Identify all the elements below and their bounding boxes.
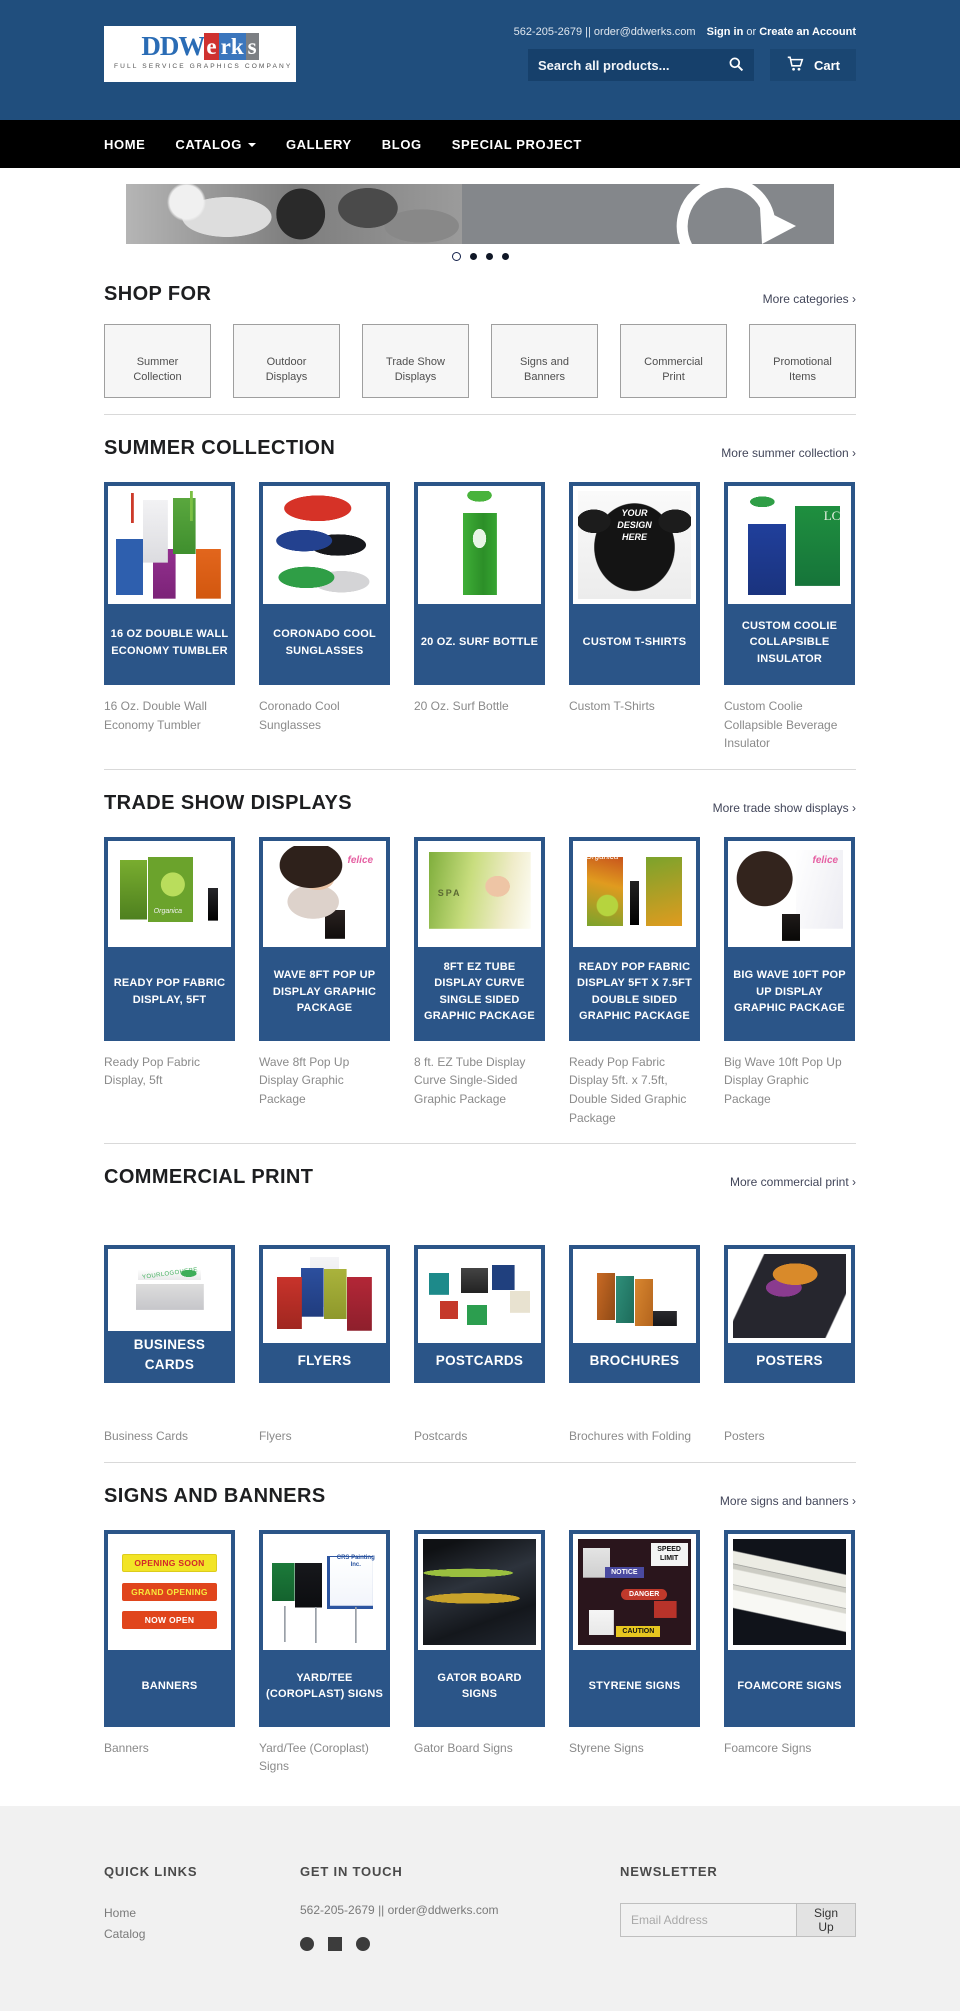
product-band-label: BUSINESS CARDS: [133, 1336, 206, 1372]
product-image: [578, 846, 691, 942]
banner-grand-opening-text: GRAND OPENING: [122, 1583, 217, 1601]
product-image: [423, 1254, 536, 1338]
product-card-yard-signs[interactable]: [259, 1530, 390, 1727]
main-nav: [0, 120, 960, 168]
carousel-dots: [0, 252, 960, 261]
product-title-link[interactable]: Big Wave 10ft Pop Up Display Graphic Package: [724, 1054, 842, 1106]
product-band-label: BROCHURES: [589, 1353, 680, 1369]
or-text: or: [746, 26, 757, 38]
product-band-label: POSTERS: [756, 1353, 823, 1369]
product-band-label: BANNERS: [141, 1680, 198, 1692]
hero-slide-graphic: [462, 184, 834, 244]
product-image: [423, 491, 536, 599]
more-categories-link[interactable]: More categories ›: [762, 292, 856, 306]
product-card-gator-board[interactable]: [414, 1530, 545, 1727]
product-card-postcards[interactable]: [414, 1245, 545, 1383]
divider: [104, 1143, 856, 1144]
product-band-label: CORONADO COOL SUNGLASSES: [273, 628, 376, 657]
product-title-link[interactable]: Banners: [104, 1740, 149, 1755]
your-logo-text: YOURLOGOHERE: [141, 1267, 198, 1282]
product-image: [578, 1254, 691, 1338]
product-card-ready-pop-5x7[interactable]: [569, 837, 700, 1041]
product-title-link[interactable]: Custom Coolie Collapsible Beverage Insulator: [724, 699, 838, 751]
newsletter-signup-button[interactable]: Sign Up: [797, 1903, 856, 1937]
hero-slide-photo: [126, 184, 462, 244]
shop-for-title: SHOP FOR: [104, 283, 212, 305]
product-title-link[interactable]: Styrene Signs: [569, 1740, 644, 1755]
shop-for-section: [104, 283, 856, 415]
google-plus-icon[interactable]: [356, 1937, 370, 1951]
carousel-dot[interactable]: [452, 252, 461, 261]
product-card-tumbler[interactable]: [104, 482, 235, 685]
cart-label: Cart: [813, 57, 840, 73]
product-card-sunglasses[interactable]: [259, 482, 390, 685]
coolie-monogram-text: LC: [823, 508, 841, 524]
twitter-icon[interactable]: [300, 1937, 314, 1951]
logo-text-red-block: e: [206, 34, 217, 59]
product-band-label: WAVE 8FT POP UP DISPLAY GRAPHIC PACKAGE: [272, 969, 377, 1015]
section-title: SIGNS AND BANNERS: [104, 1484, 326, 1507]
product-image: [733, 1254, 846, 1338]
category-commercial-print[interactable]: Commercial Print: [620, 324, 727, 398]
spa-brand-text: SPA: [437, 888, 462, 899]
product-title-link[interactable]: Custom T-Shirts: [569, 699, 655, 713]
category-outdoor-displays[interactable]: Outdoor Displays: [233, 324, 340, 398]
product-image: [113, 1539, 226, 1645]
product-title-link[interactable]: Gator Board Signs: [414, 1740, 513, 1755]
site-footer: [0, 1806, 960, 2011]
product-card-flyers[interactable]: [259, 1245, 390, 1383]
trade-show-displays-section: [104, 792, 856, 1144]
product-card-posters[interactable]: [724, 1245, 855, 1383]
product-band-label: READY POP FABRIC DISPLAY, 5FT: [113, 977, 226, 1006]
site-logo[interactable]: [104, 26, 296, 82]
product-band-label: CUSTOM T-SHIRTS: [582, 636, 687, 649]
product-card-surf-bottle[interactable]: [414, 482, 545, 685]
product-band-label: CUSTOM COOLIE COLLAPSIBLE INSULATOR: [741, 619, 838, 665]
product-title-link[interactable]: Ready Pop Fabric Display, 5ft: [104, 1054, 201, 1088]
product-card-ready-pop-5ft[interactable]: [104, 837, 235, 1041]
product-card-brochures[interactable]: [569, 1245, 700, 1383]
search-bar: [528, 49, 754, 81]
product-image: [578, 1539, 691, 1645]
product-title-link[interactable]: Flyers: [259, 1429, 292, 1444]
section-title: COMMERCIAL PRINT: [104, 1166, 314, 1189]
nav-item-home[interactable]: HOME: [104, 136, 146, 152]
notice-sign-text: NOTICE: [605, 1567, 643, 1578]
logo-text-blue-block: rk: [220, 34, 244, 59]
product-card-business-cards[interactable]: [104, 1245, 235, 1383]
product-title-link[interactable]: Yard/Tee (Coroplast) Signs: [259, 1740, 369, 1774]
category-trade-show-displays[interactable]: Trade Show Displays: [362, 324, 469, 398]
product-band-label: STYRENE SIGNS: [588, 1680, 681, 1692]
nav-item-blog[interactable]: BLOG: [381, 136, 422, 152]
more-summer-collection-link[interactable]: More summer collection ›: [721, 446, 856, 460]
more-trade-show-displays-link[interactable]: More trade show displays ›: [712, 800, 856, 815]
header-contact: 562-205-2679 || order@ddwerks.com: [513, 26, 696, 38]
search-button[interactable]: [728, 56, 744, 75]
felice-brand-text: felice: [347, 855, 374, 867]
banner-opening-soon-text: OPENING SOON: [122, 1554, 217, 1572]
search-input[interactable]: [538, 58, 728, 73]
footer-link-home[interactable]: Home: [104, 1905, 137, 1920]
carousel-dot[interactable]: [502, 253, 509, 260]
product-image: [268, 846, 381, 942]
product-card-big-wave-10ft[interactable]: [724, 837, 855, 1041]
product-title-link[interactable]: 16 Oz. Double Wall Economy Tumbler: [104, 699, 207, 732]
product-band-label: READY POP FABRIC DISPLAY 5FT X 7.5FT DOUBLE SIDED GRAPHIC PACKAGE: [576, 960, 693, 1023]
yard-sign-text: CRS Painting Inc.: [336, 1554, 375, 1569]
banner-now-open-text: NOW OPEN: [122, 1611, 217, 1629]
product-title-link[interactable]: Foamcore Signs: [724, 1740, 812, 1755]
category-signs-and-banners[interactable]: Signs and Banners: [491, 324, 598, 398]
speed-limit-sign-text: SPEED LIMIT: [651, 1543, 688, 1567]
divider: [104, 1462, 856, 1463]
sign-in-link[interactable]: Sign in: [706, 26, 744, 38]
product-image: [733, 1539, 846, 1645]
divider: [104, 769, 856, 770]
tshirt-design-text: YOUR DESIGN HERE: [617, 508, 652, 542]
section-title: TRADE SHOW DISPLAYS: [104, 791, 353, 814]
product-image: [113, 1254, 226, 1326]
product-title-link[interactable]: Business Cards: [104, 1429, 189, 1444]
product-band-label: 8FT EZ TUBE DISPLAY CURVE SINGLE SIDED GRAPHIC PACKAGE: [424, 960, 535, 1023]
danger-sign-text: DANGER: [621, 1589, 667, 1600]
footer-contact: 562-205-2679 || order@ddwerks.com: [300, 1902, 499, 1917]
organica-brand-text: Organica: [585, 851, 619, 861]
nav-item-catalog[interactable]: CATALOG: [175, 137, 256, 152]
search-icon: [728, 56, 744, 75]
product-card-banners[interactable]: [104, 1530, 235, 1727]
organica-brand-text: Organica: [153, 907, 183, 915]
site-header: [0, 0, 960, 120]
product-image: [113, 491, 226, 599]
product-image: [733, 846, 846, 942]
get-in-touch-heading: GET IN TOUCH: [300, 1863, 403, 1879]
footer-link-catalog[interactable]: Catalog: [104, 1926, 146, 1941]
signs-and-banners-section: [104, 1485, 856, 1776]
product-image: [578, 491, 691, 599]
product-title-link[interactable]: Posters: [724, 1429, 765, 1444]
category-promotional-items[interactable]: Promotional Items: [749, 324, 856, 398]
product-title-link[interactable]: Wave 8ft Pop Up Display Graphic Package: [259, 1054, 350, 1106]
more-commercial-print-link[interactable]: More commercial print ›: [729, 1175, 856, 1190]
summer-collection-section: [104, 437, 856, 770]
product-title-link[interactable]: 8 ft. EZ Tube Display Curve Single-Sided Graphic Package: [414, 1054, 526, 1106]
logo-tagline: FULL SERVICE GRAPHICS COMPANY: [114, 63, 293, 71]
cart-icon: [786, 55, 805, 75]
product-card-styrene[interactable]: [569, 1530, 700, 1727]
product-title-link[interactable]: Ready Pop Fabric Display 5ft. x 7.5ft, Double Sided Graphic Package: [569, 1054, 687, 1125]
newsletter-heading: NEWSLETTER: [620, 1863, 718, 1879]
logo-text-gray-block: s: [247, 34, 257, 59]
product-band-label: GATOR BOARD SIGNS: [437, 1671, 522, 1701]
create-account-link[interactable]: Create an Account: [759, 26, 856, 38]
product-image: [268, 1254, 381, 1338]
product-image: [733, 491, 846, 599]
carousel-dot[interactable]: [486, 253, 493, 260]
commercial-print-section: [104, 1166, 856, 1463]
product-card-wave-8ft[interactable]: [259, 837, 390, 1041]
product-card-coolie[interactable]: [724, 482, 855, 685]
product-card-ez-tube[interactable]: [414, 837, 545, 1041]
product-band-label: YARD/TEE (COROPLAST) SIGNS: [265, 1671, 384, 1701]
facebook-icon[interactable]: [328, 1937, 342, 1951]
newsletter-email-input[interactable]: [620, 1903, 797, 1937]
nav-item-gallery[interactable]: GALLERY: [285, 136, 352, 152]
product-title-link[interactable]: 20 Oz. Surf Bottle: [414, 699, 509, 713]
product-image: [268, 491, 381, 599]
divider: [104, 414, 856, 415]
logo-text: DDW: [141, 31, 205, 62]
quick-links-heading: QUICK LINKS: [104, 1863, 198, 1879]
product-band-label: BIG WAVE 10FT POP UP DISPLAY GRAPHIC PACKAGE: [733, 969, 846, 1015]
product-title-link[interactable]: Postcards: [414, 1429, 468, 1444]
product-band-label: 20 OZ. SURF BOTTLE: [420, 636, 539, 649]
product-card-foamcore[interactable]: [724, 1530, 855, 1727]
nav-item-special-project[interactable]: SPECIAL PROJECT: [451, 136, 582, 152]
product-title-link[interactable]: Coronado Cool Sunglasses: [259, 699, 340, 732]
category-summer-collection[interactable]: Summer Collection: [104, 324, 211, 398]
product-image: [268, 1539, 381, 1645]
caution-sign-text: CAUTION: [616, 1626, 660, 1637]
carousel-dot[interactable]: [470, 253, 477, 260]
section-title: SUMMER COLLECTION: [104, 437, 336, 459]
product-image: [113, 846, 226, 942]
product-band-label: 16 OZ DOUBLE WALL ECONOMY TUMBLER: [110, 628, 229, 657]
product-image: [423, 1539, 536, 1645]
product-band-label: FOAMCORE SIGNS: [737, 1680, 842, 1692]
product-card-tshirt[interactable]: [569, 482, 700, 685]
product-band-label: POSTCARDS: [435, 1353, 524, 1369]
chevron-down-icon: [248, 143, 256, 147]
product-image: [423, 846, 536, 942]
product-band-label: FLYERS: [297, 1353, 352, 1369]
hero-carousel: [126, 184, 834, 244]
more-signs-and-banners-link[interactable]: More signs and banners ›: [719, 1493, 856, 1508]
product-title-link[interactable]: Brochures with Folding: [569, 1429, 692, 1444]
cart-button[interactable]: [770, 49, 856, 81]
felice-brand-text: felice: [812, 855, 839, 867]
